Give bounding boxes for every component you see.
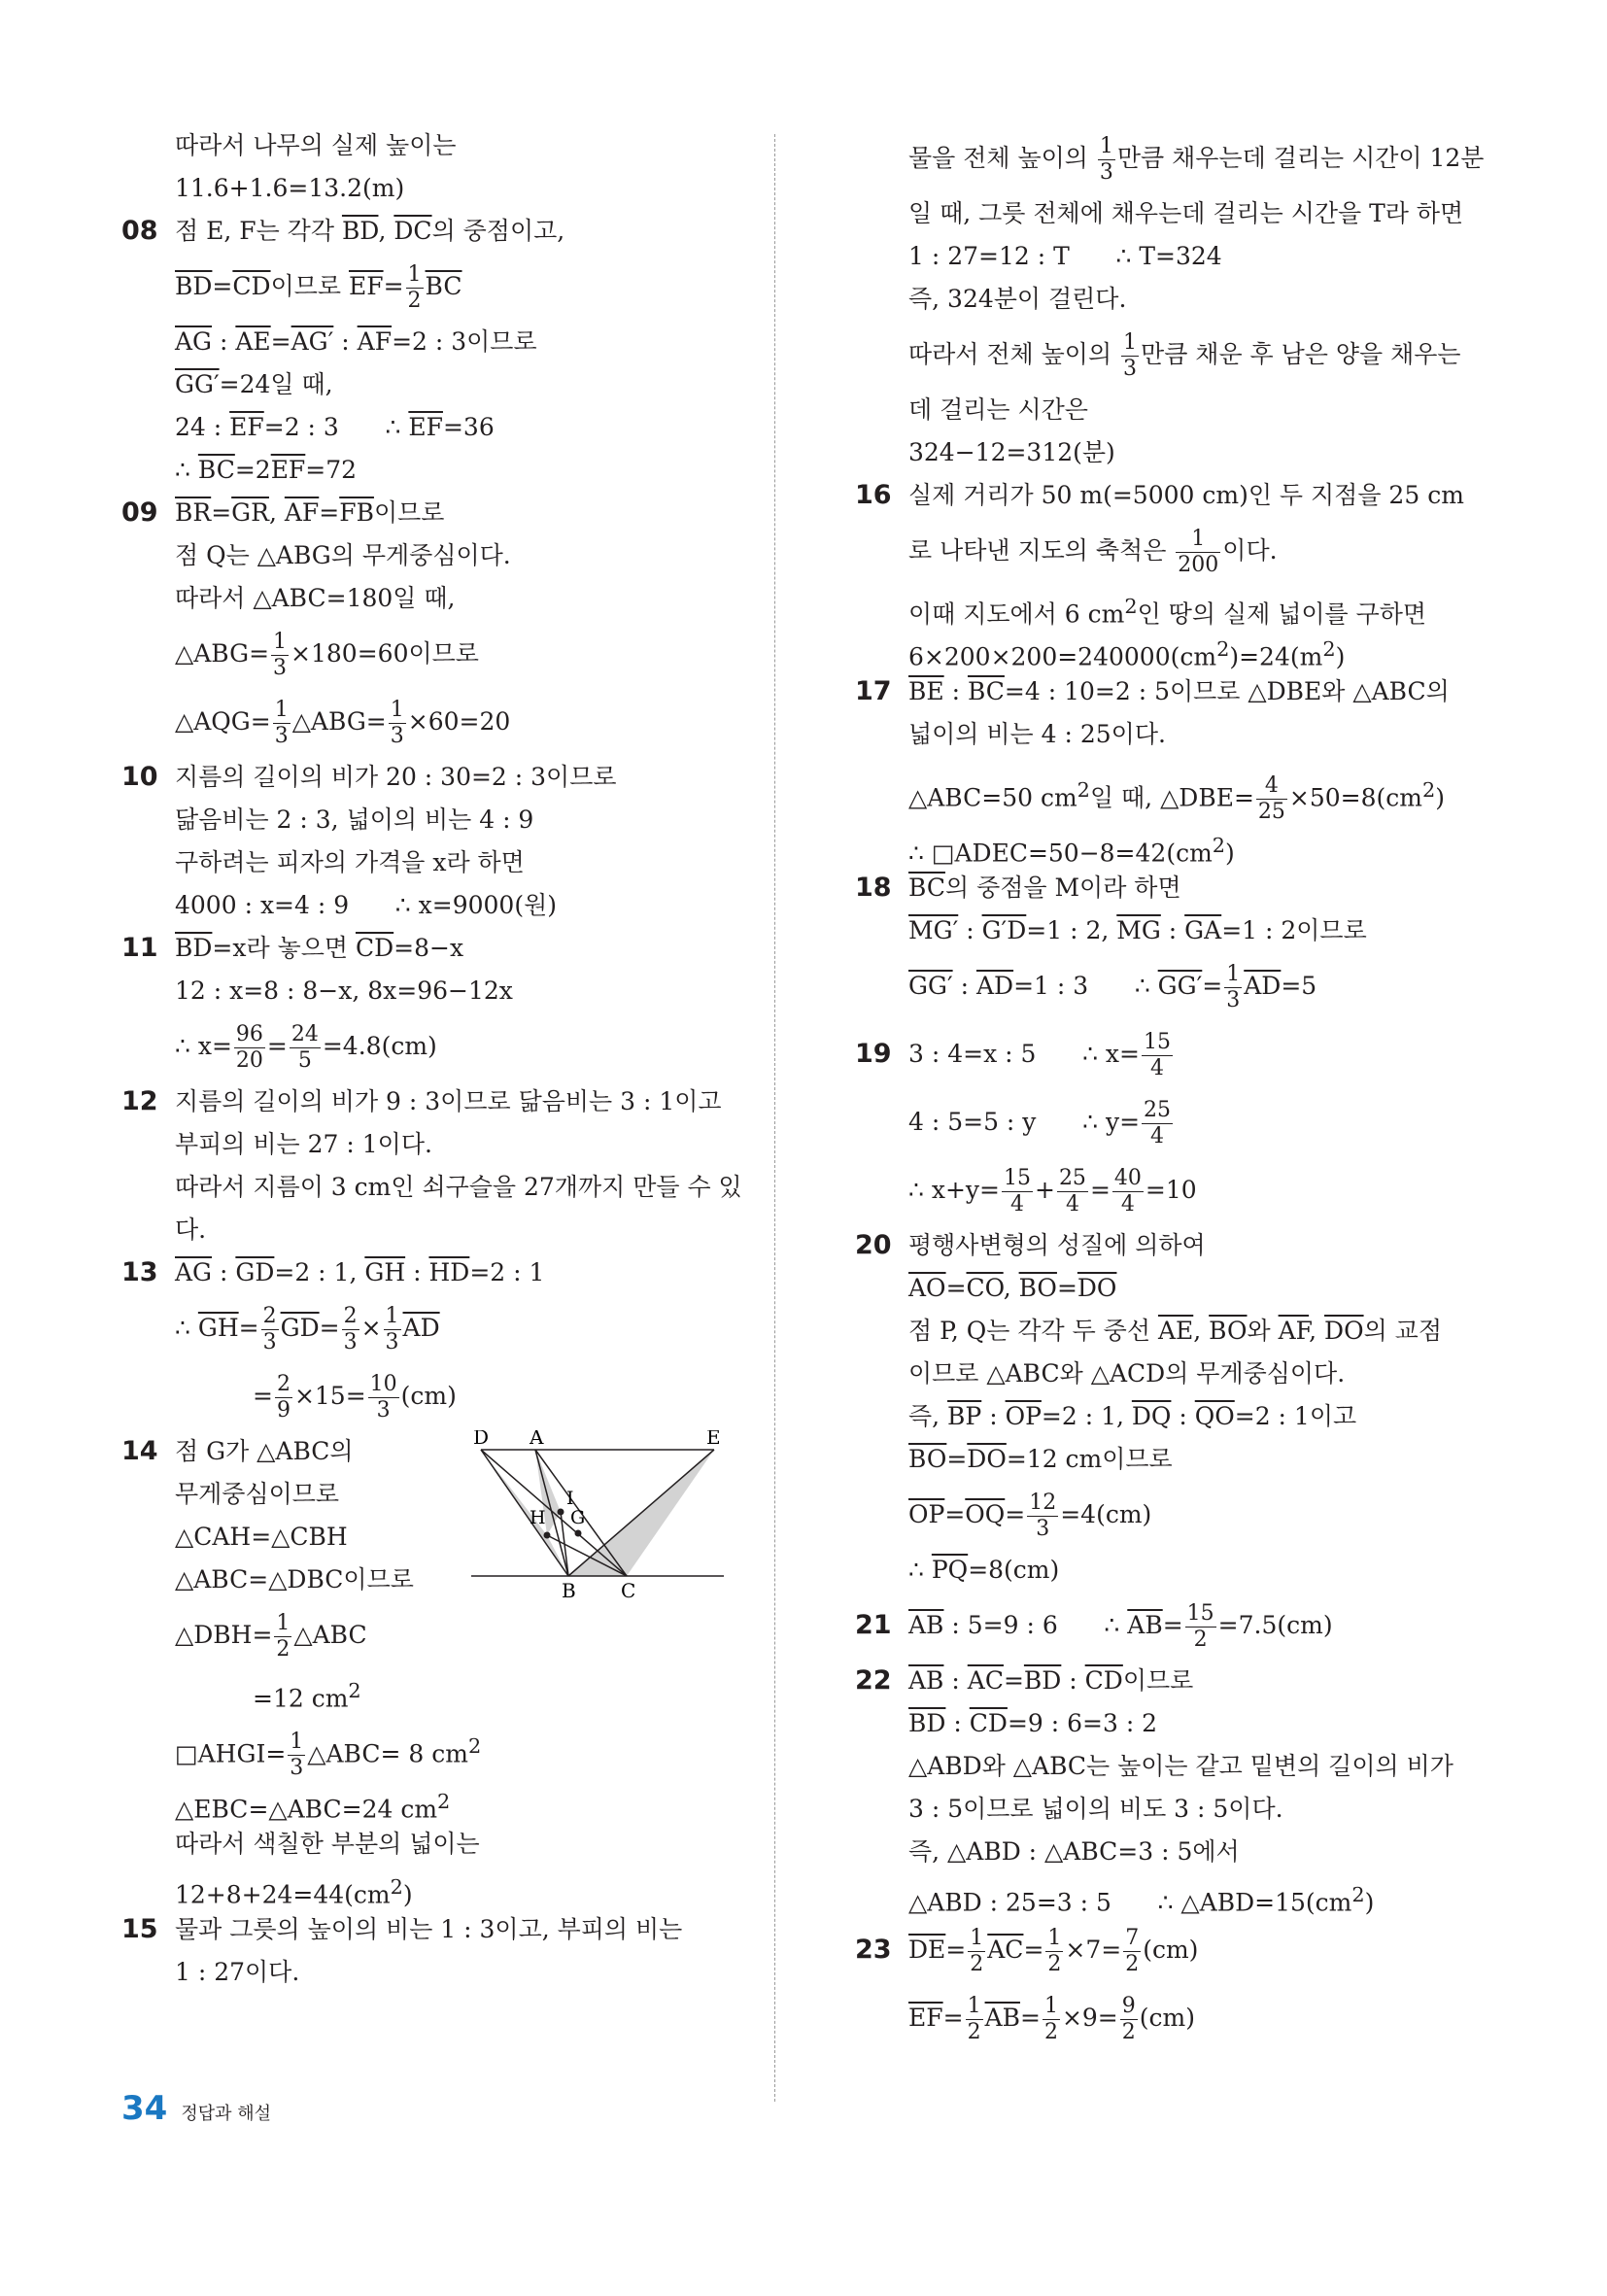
problem-22 <box>855 1660 1453 1917</box>
problem-11 <box>121 927 763 1080</box>
fraction: $\frac{12}{3}$ <box>1029 1491 1057 1541</box>
point-H <box>544 1532 551 1539</box>
equation: GG′ : $\overline{AD}=1$ : 3 ∴ GG′= $\frac{1}{3}$ $\overline{AD}=5$ <box>908 962 1317 1012</box>
equation: $\overline{BD}=\overline{CD}$이므로 $\overline{EF}=$ $\frac{1}{2}$ $\overline{BC}$ <box>175 262 462 313</box>
label-A: A <box>530 1430 544 1449</box>
problem-18 <box>855 867 1438 1020</box>
problem-number: 09 <box>121 497 158 528</box>
label-H: H <box>530 1507 546 1528</box>
equation: $12+8+24=44(cm^2)$ <box>175 1875 413 1909</box>
fraction: $\frac{7}{2}$ <box>1125 1926 1140 1976</box>
equation: ∴ x= $\frac{96}{20}$ = $\frac{24}{5}$ =4.8(cm) <box>175 1022 437 1073</box>
problem-number: 22 <box>855 1665 892 1696</box>
problem-20 <box>855 1224 1442 1592</box>
fraction: $\frac{96}{20}$ <box>235 1022 263 1073</box>
equation: △ABC=△DBC이므로 <box>175 1565 414 1593</box>
fraction: $\frac{1}{3}$ <box>274 698 289 748</box>
equation: 11.6+1.6=13.2(m) <box>175 174 405 202</box>
text-line: 닮음비는 2 : 3, 넓이의 비는 4 : 9 <box>175 805 534 834</box>
left-column <box>121 124 763 1994</box>
fraction: $\frac{1}{3}$ <box>390 698 404 748</box>
problem-13 <box>121 1251 763 1430</box>
text-line: 지름의 길이의 비가 9 : 3이므로 닮음비는 3 : 1이고 <box>175 1087 722 1115</box>
segment-DC <box>481 1450 627 1576</box>
geometry-diagram <box>471 1430 724 1605</box>
equation: □AHGI= $\frac{1}{3}$ △ABC= 8 $cm^2$ <box>175 1730 482 1781</box>
fraction: $\frac{15}{4}$ <box>1003 1166 1031 1217</box>
fraction: $\frac{25}{4}$ <box>1058 1166 1086 1217</box>
text-line: △ABD와 △ABC는 높이는 같고 밑변의 길이의 비가 <box>908 1752 1453 1780</box>
problem-number: 08 <box>121 216 158 246</box>
equation: GG′=24일 때, <box>175 370 333 398</box>
text-line: 평행사변형의 성질에 의하여 <box>908 1231 1206 1259</box>
equation: 1 : 27=12 : T ∴ T=324 <box>908 242 1222 270</box>
problem-number: 15 <box>121 1914 158 1944</box>
problem-07-continued <box>121 124 763 210</box>
problem-number: 17 <box>855 676 892 706</box>
text-line: 점 Q는 △ABG의 무게중심이다. <box>175 541 511 569</box>
text-line: 실제 거리가 50 m(=5000 cm)인 두 지점을 25 cm <box>908 481 1464 509</box>
equation: △EBC=△ABC=24 $cm^2$ <box>175 1790 451 1824</box>
problem-number: 20 <box>855 1230 892 1260</box>
equation: ∴ x+y= $\frac{15}{4}$ + $\frac{25}{4}$ = $\frac{40}{4}$ =10 <box>908 1166 1197 1217</box>
problem-16 <box>855 474 1464 671</box>
text-line: 무게중심이므로 <box>175 1480 340 1508</box>
equation: $\overline{BR}=\overline{GR}$, $\overline{AF}=\overline{FB}$이므로 <box>175 498 445 527</box>
fraction: $\frac{40}{4}$ <box>1113 1166 1142 1217</box>
problem-number: 23 <box>855 1935 892 1965</box>
equation: 4000 : x=4 : 9 ∴ x=9000(원) <box>175 891 557 919</box>
fraction: $\frac{10}{3}$ <box>369 1372 397 1422</box>
problem-19 <box>855 1020 1438 1224</box>
fraction: $\frac{9}{2}$ <box>1121 1994 1136 2044</box>
equation: $\overline{BD}=x$라 놓으면 $\overline{CD}=8-x$ <box>175 934 464 962</box>
problem-number: 14 <box>121 1436 158 1466</box>
label-B: B <box>562 1579 576 1602</box>
text-line: 따라서 지름이 3 cm인 쇠구슬을 27개까지 만들 수 있 <box>175 1173 742 1201</box>
text-line: 넓이의 비는 4 : 25이다. <box>908 720 1166 748</box>
text-line: 따라서 색칠한 부분의 넓이는 <box>175 1830 480 1858</box>
problem-number: 11 <box>121 933 158 963</box>
fraction: $\frac{1}{200}$ <box>1178 527 1219 577</box>
equation: 324−12=312(분) <box>908 438 1115 466</box>
triangle-figure <box>471 1430 724 1609</box>
problem-17 <box>855 670 1450 868</box>
fraction: $\frac{1}{3}$ <box>1123 330 1138 381</box>
equation: △ABG= $\frac{1}{3}$ ×180=60이므로 <box>175 630 479 680</box>
fraction: $\frac{24}{5}$ <box>291 1022 319 1073</box>
fraction: $\frac{2}{3}$ <box>262 1304 277 1354</box>
text-line: 따라서 전체 높이의 $\frac{1}{3}$ 만큼 채운 후 남은 양을 채우는 <box>908 330 1461 381</box>
problem-15 <box>121 1908 763 1994</box>
fraction: $\frac{2}{9}$ <box>276 1372 291 1422</box>
fraction: $\frac{1}{2}$ <box>970 1926 984 1976</box>
page-number: 34 <box>121 2089 168 2128</box>
problem-number: 13 <box>121 1257 158 1287</box>
text-line: 점 G가 △ABC의 <box>175 1437 354 1465</box>
equation: △AQG= $\frac{1}{3}$ △ABG= $\frac{1}{3}$ ×60=20 <box>175 698 511 748</box>
problem-10 <box>121 756 763 927</box>
equation: 3 : 4=x : 5 ∴ x= $\frac{15}{4}$ <box>908 1030 1171 1080</box>
text-line: 점 E, F는 각각 $\overline{BD}$, $\overline{DC}$의 중점이고, <box>175 217 565 245</box>
fraction: $\frac{1}{3}$ <box>385 1304 399 1354</box>
equation: 즉, $\overline{BP}$ : $\overline{OP}=2$ : 1, $\overline{DQ}$ : $\overline{QO}=2$ : 1이고 <box>908 1402 1357 1430</box>
problem-number: 18 <box>855 873 892 903</box>
fraction: $\frac{1}{3}$ <box>1226 962 1241 1012</box>
problem-number: 21 <box>855 1610 892 1640</box>
equation: =12 $cm^2$ <box>253 1679 361 1713</box>
problem-08 <box>121 210 763 492</box>
problem-23 <box>855 1916 1438 2052</box>
text-line: 일 때, 그릇 전체에 채우는데 걸리는 시간을 T라 하면 <box>908 199 1464 227</box>
equation: ∴ $\overline{GH}=$ $\frac{2}{3}$ $\overline{GD}=$ $\frac{2}{3}$ × $\frac{1}{3}$ $\overline{AD}$ <box>175 1304 440 1354</box>
text-line: 따라서 △ABC=180일 때, <box>175 584 456 612</box>
problem-number: 12 <box>121 1086 158 1116</box>
fraction: $\frac{1}{3}$ <box>273 630 288 680</box>
fraction: $\frac{2}{3}$ <box>343 1304 358 1354</box>
equation: $\overline{BE}$ : $\overline{BC}=4$ : 10=2 : 5이므로 △DBE와 △ABC의 <box>908 677 1450 705</box>
label-E: E <box>706 1430 721 1449</box>
equation: $\overline{OP}=\overline{OQ}=$ $\frac{12}{3}$ =4(cm) <box>908 1491 1152 1541</box>
problem-15-continued <box>855 124 1485 474</box>
footer-title: 정답과 해설 <box>181 2104 271 2124</box>
page-footer <box>121 2089 271 2128</box>
equation: 12 : x=8 : 8−x, 8x=96−12x <box>175 977 513 1005</box>
equation: △DBH= $\frac{1}{2}$ △ABC <box>175 1611 367 1662</box>
text-line: 3 : 5이므로 넓이의 비도 3 : 5이다. <box>908 1795 1283 1823</box>
right-column <box>855 124 1485 2052</box>
label-G: G <box>570 1507 586 1528</box>
text-line: 지름의 길이의 비가 20 : 30=2 : 3이므로 <box>175 763 617 791</box>
text-line: 1 : 27이다. <box>175 1958 300 1986</box>
fraction: $\frac{15}{2}$ <box>1186 1601 1214 1652</box>
equation: $\overline{EF}=$ $\frac{1}{2}$ $\overline{AB}=$ $\frac{1}{2}$ ×9= $\frac{9}{2}$ (cm) <box>908 1994 1195 2044</box>
equation: $\overline{AG}$ : $\overline{AE}=AG'$ : $\overline{AF}=2$ : 3이므로 <box>175 327 537 356</box>
equation: = $\frac{2}{9}$ ×15= $\frac{10}{3}$ (cm) <box>253 1372 457 1422</box>
equation: 4 : 5=5 : y ∴ y= $\frac{25}{4}$ <box>908 1098 1172 1148</box>
text-line: 따라서 나무의 실제 높이는 <box>175 131 457 159</box>
equation: △CAH=△CBH <box>175 1523 348 1551</box>
fraction: $\frac{4}{25}$ <box>1257 773 1285 825</box>
fraction: $\frac{1}{2}$ <box>1043 1994 1058 2044</box>
text-line: 물을 전체 높이의 $\frac{1}{3}$ 만큼 채우는데 걸리는 시간이 12분 <box>908 134 1485 185</box>
text-line: 즉, 324분이 걸린다. <box>908 285 1127 313</box>
fraction: $\frac{1}{3}$ <box>1099 134 1113 185</box>
fraction: $\frac{1}{3}$ <box>290 1730 304 1781</box>
point-G <box>575 1530 582 1537</box>
equation: $\overline{AG}$ : $\overline{GD}=2$ : 1, $\overline{GH}$ : $\overline{HD}=2$ : 1 <box>175 1258 545 1286</box>
equation: $\overline{DE}=$ $\frac{1}{2}$ $\overline{AC}=$ $\frac{1}{2}$ ×7= $\frac{7}{2}$ (cm) <box>908 1926 1199 1976</box>
text-line: 점 P, Q는 각각 두 중선 $\overline{AE}$, $\overline{BO}$와 $\overline{AF}$, $\overline{DO}$의 교점 <box>908 1317 1442 1345</box>
problem-number: 16 <box>855 480 892 510</box>
equation: $6\times 200\times 200=240000(cm^2)=24(m^2)$ <box>908 637 1346 671</box>
point-I <box>558 1509 564 1516</box>
equation: $\overline{AB}$ : 5=9 : 6 ∴ $\overline{AB}=$ $\frac{15}{2}$ =7.5(cm) <box>908 1601 1333 1652</box>
fraction: $\frac{1}{2}$ <box>1047 1926 1062 1976</box>
problem-21 <box>855 1592 1438 1660</box>
equation: $\overline{AB}$ : $\overline{AC}=\overline{BD}$ : $\overline{CD}$이므로 <box>908 1666 1194 1695</box>
equation: ∴ $\overline{BC}=2\overline{EF}=72$ <box>175 456 358 484</box>
column-divider <box>774 134 775 2102</box>
problem-number: 19 <box>855 1039 892 1069</box>
text-line: 이때 지도에서 6 $cm^2$인 땅의 실제 넓이를 구하면 <box>908 595 1427 629</box>
equation: ∴ $□ADEC=50-8=42(cm^2)$ <box>908 834 1235 868</box>
text-line: 즉, △ABD : △ABC=3 : 5에서 <box>908 1837 1240 1866</box>
equation: 24 : $\overline{EF}=2$ : 3 ∴ $\overline{EF}=36$ <box>175 413 495 441</box>
equation: △ABC=50 $cm^2$일 때, △DBE= $\frac{4}{25}$ $\times 50=8(cm^2)$ <box>908 773 1446 825</box>
fraction: $\frac{1}{2}$ <box>407 262 422 313</box>
text-line: 부피의 비는 27 : 1이다. <box>175 1130 432 1158</box>
fraction: $\frac{25}{4}$ <box>1144 1098 1172 1148</box>
problem-09 <box>121 492 763 756</box>
equation: MG′ : G′D=1 : 2, $\overline{MG}$ : $\overline{GA}=1$ : 2이므로 <box>908 916 1367 944</box>
label-I: I <box>566 1488 574 1509</box>
text-line: 물과 그릇의 높이의 비는 1 : 3이고, 부피의 비는 <box>175 1915 683 1943</box>
fraction: $\frac{15}{4}$ <box>1143 1030 1171 1080</box>
fraction: $\frac{1}{2}$ <box>967 1994 981 2044</box>
fraction: $\frac{1}{2}$ <box>276 1611 291 1662</box>
text-line: 다. <box>175 1216 207 1244</box>
text-line: 데 걸리는 시간은 <box>908 395 1088 424</box>
text-line: 이므로 △ABC와 △ACD의 무게중심이다. <box>908 1359 1346 1388</box>
equation: $\overline{AO}=\overline{CO}$, $\overline{BO}=\overline{DO}$ <box>908 1274 1117 1302</box>
label-C: C <box>621 1579 636 1602</box>
problem-12 <box>121 1080 763 1251</box>
equation: ∴ $\overline{PQ}=8(cm)$ <box>908 1556 1060 1584</box>
text-line: 로 나타낸 지도의 축척은 $\frac{1}{200}$ 이다. <box>908 527 1278 577</box>
equation: △ABD : 25=3 : 5 ∴ $\triangle ABD=15(cm^2)$ <box>908 1883 1375 1917</box>
problem-number: 10 <box>121 762 158 792</box>
text-line: 구하려는 피자의 가격을 x라 하면 <box>175 848 525 876</box>
text-line: $\overline{BC}$의 중점을 M이라 하면 <box>908 874 1181 902</box>
equation: $\overline{BO}=\overline{DO}=12$ cm이므로 <box>908 1445 1173 1473</box>
problem-14 <box>121 1430 763 1908</box>
label-D: D <box>473 1430 490 1449</box>
equation: $\overline{BD}$ : $\overline{CD}=9$ : 6=3 : 2 <box>908 1709 1158 1737</box>
